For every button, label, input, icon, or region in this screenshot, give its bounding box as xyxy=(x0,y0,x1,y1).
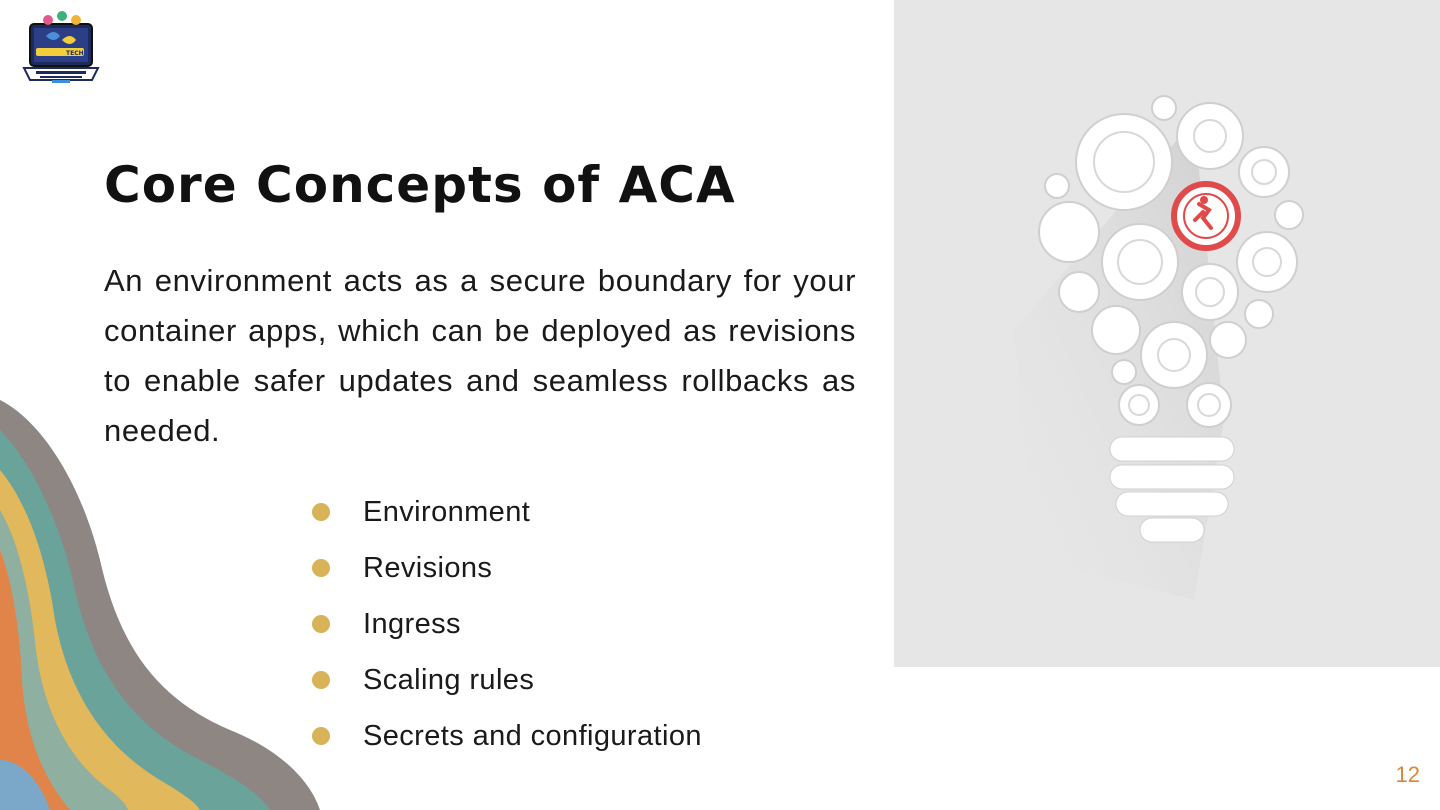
laptop-logo-icon xyxy=(22,10,100,88)
lightbulb-gears-icon xyxy=(894,0,1440,667)
bullet-list xyxy=(312,484,702,764)
bullet-item xyxy=(312,652,702,708)
logo-text: TECH xyxy=(66,50,84,57)
bullet-item xyxy=(312,484,702,540)
wave-decoration xyxy=(0,400,330,810)
page-number: 12 xyxy=(1395,762,1420,787)
bullet-label: Environment xyxy=(363,495,531,528)
slide-body-text: An environment acts as a secure boundary for your container apps, which can be deployed as revisions to enable safer updates and seamless rollbacks as needed. xyxy=(104,263,856,448)
image-panel xyxy=(894,0,1440,667)
bullet-item xyxy=(312,540,702,596)
bullet-label: Ingress xyxy=(363,607,461,640)
bullet-label: Secrets and configuration xyxy=(363,719,702,752)
bullet-label: Scaling rules xyxy=(363,663,535,696)
slide-title: Core Concepts of ACA xyxy=(104,156,736,214)
bullet-label: Revisions xyxy=(363,551,493,584)
bullet-item xyxy=(312,708,702,764)
bullet-item xyxy=(312,596,702,652)
